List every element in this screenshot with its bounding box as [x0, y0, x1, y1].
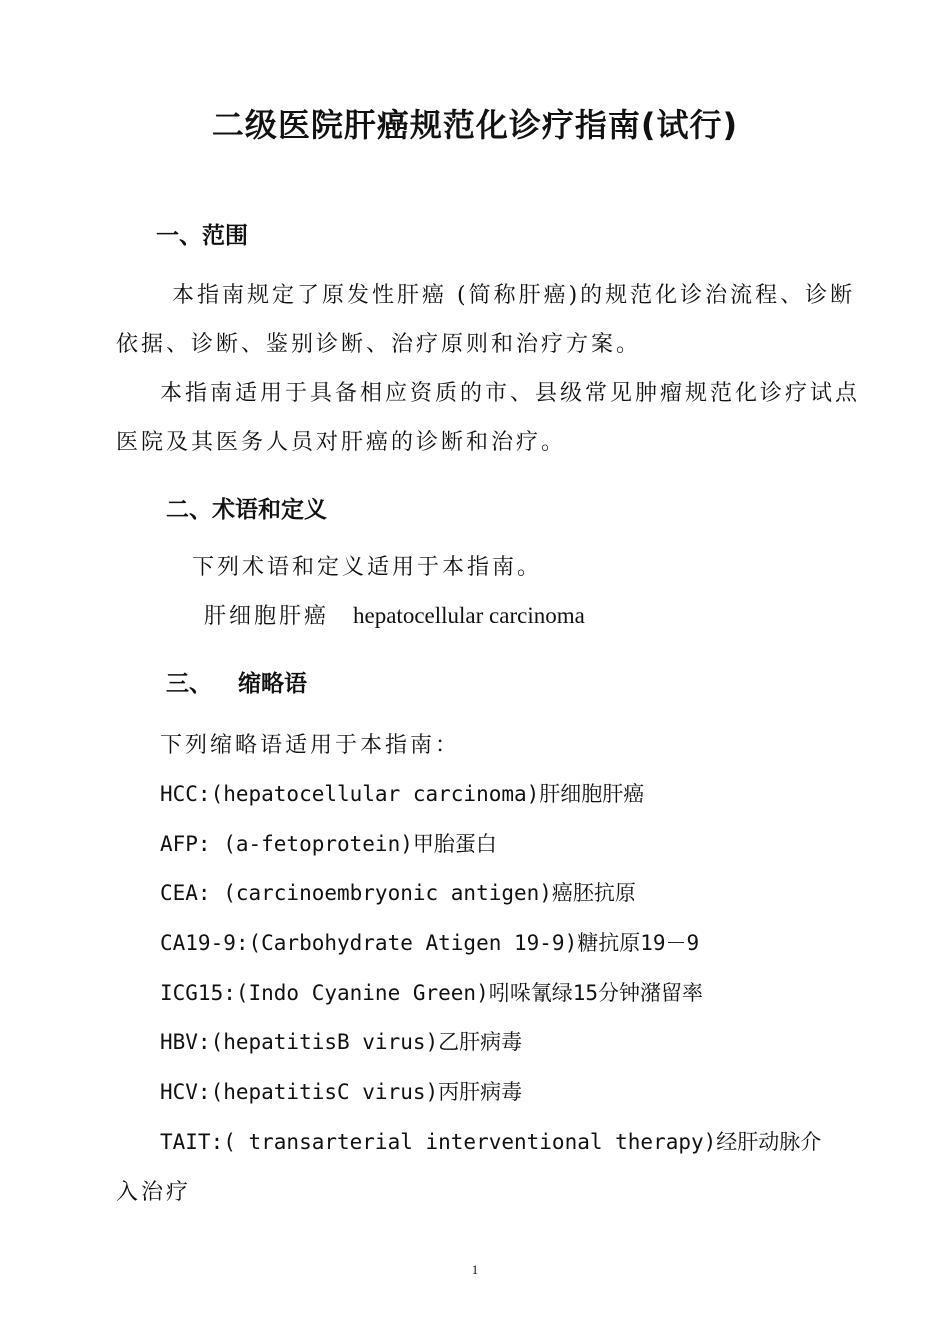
abbreviation-item: CEA: (carcinoembryonic antigen)癌胚抗原 — [160, 881, 636, 905]
abbreviation-item: CA19-9:(Carbohydrate Atigen 19-9)糖抗原19－9 — [160, 931, 700, 955]
abbreviation-item: AFP: (a-fetoprotein)甲胎蛋白 — [160, 832, 497, 856]
section-heading-scope: 一、范围 — [156, 223, 248, 249]
abbreviation-item-continuation: 入治疗 — [116, 1180, 192, 1205]
scope-paragraph-2-line-2: 医院及其医务人员对肝癌的诊断和治疗。 — [116, 430, 567, 455]
section-heading-terms: 二、术语和定义 — [166, 497, 327, 523]
section-heading-abbreviations — [166, 665, 307, 698]
scope-paragraph-2-line-1: 本指南适用于具备相应资质的市、县级常见肿瘤规范化诊疗试点 — [160, 381, 861, 406]
page-number: 1 — [471, 1262, 479, 1277]
term-chinese: 肝细胞肝癌 — [204, 604, 330, 629]
section-heading-number: 三、 — [166, 671, 212, 697]
scope-paragraph-1-line-2: 依据、诊断、鉴别诊断、治疗原则和治疗方案。 — [116, 332, 642, 357]
abbreviation-item: TAIT:( transarterial interventional therapy)经肝动脉介 — [160, 1130, 822, 1154]
abbreviation-item: HCC:(hepatocellular carcinoma)肝细胞肝癌 — [160, 782, 645, 806]
abbreviations-intro: 下列缩略语适用于本指南： — [160, 733, 461, 758]
section-heading-text: 缩略语 — [238, 671, 307, 697]
abbreviation-item: HBV:(hepatitisB virus)乙肝病毒 — [160, 1030, 523, 1054]
document-title: 二级医院肝癌规范化诊疗指南(试行) — [211, 106, 739, 144]
scope-paragraph-1-line-1: 本指南规定了原发性肝癌 (简称肝癌)的规范化诊治流程、诊断 — [172, 283, 856, 308]
abbreviation-item: HCV:(hepatitisC virus)丙肝病毒 — [160, 1080, 523, 1104]
abbreviation-item: ICG15:(Indo Cyanine Green)吲哚氰绿15分钟潴留率 — [160, 981, 704, 1005]
terms-intro: 下列术语和定义适用于本指南。 — [192, 555, 543, 580]
term-english: hepatocellular carcinoma — [353, 603, 585, 628]
term-definition — [204, 599, 585, 630]
